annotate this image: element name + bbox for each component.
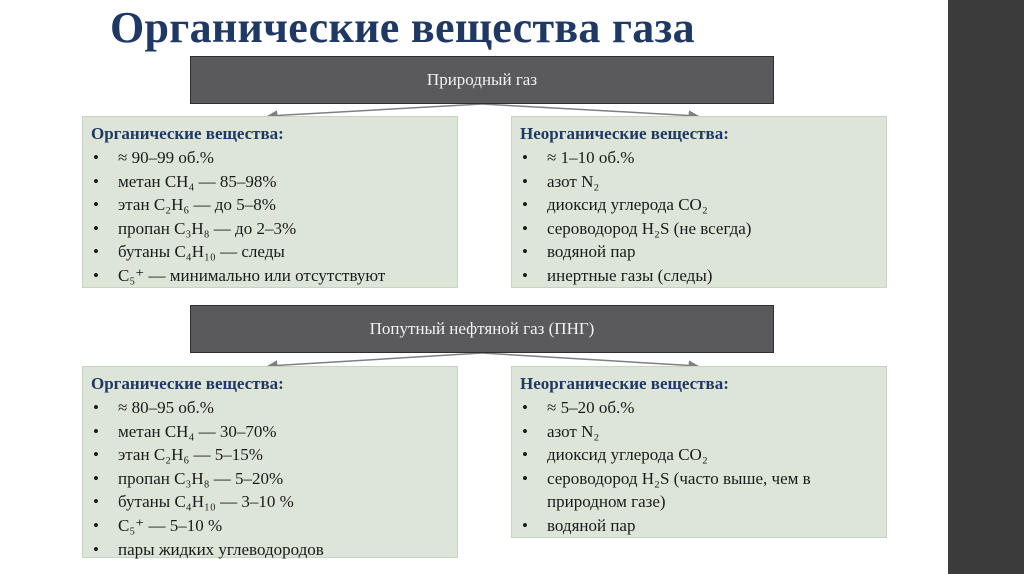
- list-item: • пропан C₃H₈ — до 2–3%: [91, 217, 449, 241]
- associated-gas-header: [190, 305, 774, 353]
- right-decor-bar: [948, 0, 1024, 574]
- arrow-png-to-inorganic: [482, 353, 698, 366]
- associated-gas-header-label: Попутный нефтяной газ (ПНГ): [369, 319, 595, 338]
- list-item: • пропан C₃H₈ — 5–20%: [91, 467, 449, 491]
- list-item: • пары жидких углеводородов: [91, 538, 449, 562]
- list-item: • ≈ 1–10 об.%: [520, 146, 878, 170]
- arrow-natural-to-organic: [268, 104, 482, 116]
- item-list: [520, 146, 878, 288]
- item-list: [520, 396, 878, 538]
- panel-heading: Неорганические вещества:: [520, 124, 729, 143]
- list-item: • водяной пар: [520, 514, 878, 538]
- associated-gas-inorganic-panel: [511, 366, 887, 538]
- list-item: • диоксид углерода CO₂: [520, 193, 878, 217]
- list-item: • диоксид углерода CO₂: [520, 443, 878, 467]
- list-item: • азот N₂: [520, 420, 878, 444]
- list-item: • ≈ 80–95 об.%: [91, 396, 449, 420]
- item-list: [91, 396, 449, 561]
- list-item: • инертные газы (следы): [520, 264, 878, 288]
- list-item: • водяной пар: [520, 240, 878, 264]
- list-item: • сероводород H₂S (не всегда): [520, 217, 878, 241]
- list-item: • сероводород H₂S (часто выше, чем в природном газе): [520, 467, 878, 514]
- list-item: • ≈ 90–99 об.%: [91, 146, 449, 170]
- natural-gas-organic-panel: [82, 116, 458, 288]
- list-item: • ≈ 5–20 об.%: [520, 396, 878, 420]
- panel-heading: Органические вещества:: [91, 374, 284, 393]
- arrow-png-to-organic: [268, 353, 482, 366]
- page-title: Органические вещества газа: [110, 3, 695, 52]
- natural-gas-header: [190, 56, 774, 104]
- natural-gas-header-label: Природный газ: [426, 70, 538, 89]
- list-item: • азот N₂: [520, 170, 878, 194]
- list-item: • метан CH₄ — 30–70%: [91, 420, 449, 444]
- natural-gas-inorganic-panel: [511, 116, 887, 288]
- panel-heading: Органические вещества:: [91, 124, 284, 143]
- list-item: • бутаны C₄H₁₀ — следы: [91, 240, 449, 264]
- list-item: • C₅⁺ — минимально или отсутствуют: [91, 264, 449, 288]
- associated-gas-organic-panel: [82, 366, 458, 558]
- list-item: • этан C₂H₆ — 5–15%: [91, 443, 449, 467]
- arrow-natural-to-inorganic: [482, 104, 698, 116]
- list-item: • метан CH₄ — 85–98%: [91, 170, 449, 194]
- panel-heading: Неорганические вещества:: [520, 374, 729, 393]
- list-item: • этан C₂H₆ — до 5–8%: [91, 193, 449, 217]
- item-list: [91, 146, 449, 288]
- list-item: • бутаны C₄H₁₀ — 3–10 %: [91, 490, 449, 514]
- list-item: • C₅⁺ — 5–10 %: [91, 514, 449, 538]
